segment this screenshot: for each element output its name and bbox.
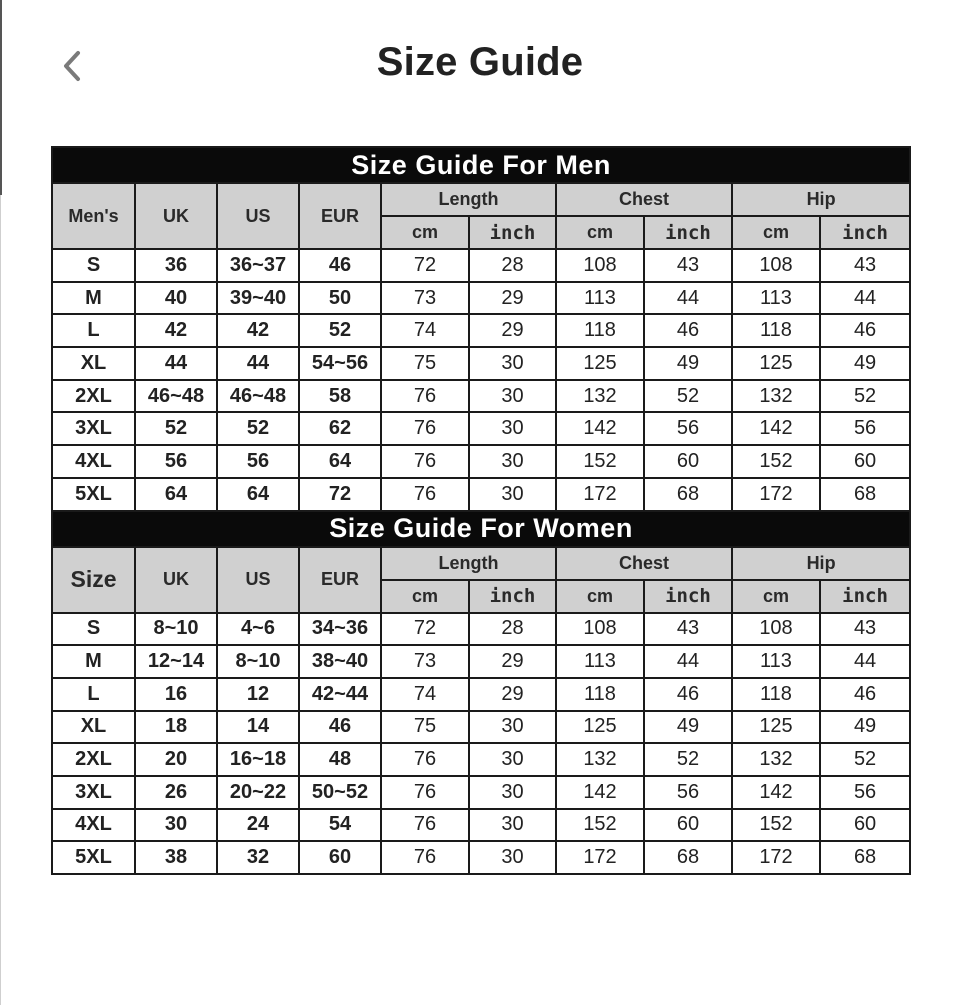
left-edge-divider-light: [0, 195, 1, 1005]
table-cell: 132: [732, 743, 820, 776]
table-cell: 73: [381, 282, 469, 315]
men-table-row: [52, 249, 910, 282]
men-header-row: [52, 183, 910, 216]
table-cell: 113: [732, 645, 820, 678]
women-size-header: Size: [52, 547, 135, 613]
table-cell: 5XL: [52, 478, 135, 511]
table-cell: 43: [644, 613, 732, 646]
table-cell: 54: [299, 809, 381, 842]
table-cell: 44: [820, 645, 910, 678]
table-cell: 44: [217, 347, 299, 380]
men-table-row: [52, 282, 910, 315]
table-cell: 108: [556, 613, 644, 646]
men-section: [52, 147, 910, 511]
table-cell: 46~48: [217, 380, 299, 413]
men-table-row: [52, 347, 910, 380]
table-cell: 142: [556, 776, 644, 809]
table-cell: 72: [299, 478, 381, 511]
table-cell: 49: [820, 347, 910, 380]
table-cell: 30: [469, 412, 556, 445]
table-cell: 62: [299, 412, 381, 445]
table-cell: 16: [135, 678, 217, 711]
table-cell: 29: [469, 678, 556, 711]
table-cell: 32: [217, 841, 299, 874]
table-cell: 108: [732, 249, 820, 282]
table-cell: 4~6: [217, 613, 299, 646]
table-cell: 68: [820, 478, 910, 511]
table-cell: 40: [135, 282, 217, 315]
table-cell: 30: [469, 347, 556, 380]
women-unit-header: inch: [820, 580, 910, 613]
table-cell: 29: [469, 314, 556, 347]
table-cell: 28: [469, 249, 556, 282]
women-length-header: Length: [381, 547, 556, 580]
women-header-row: [52, 547, 910, 580]
table-cell: XL: [52, 347, 135, 380]
size-chart-image: [51, 146, 909, 875]
table-cell: 52: [135, 412, 217, 445]
women-table-row: [52, 645, 910, 678]
women-table-row: [52, 776, 910, 809]
table-cell: 29: [469, 645, 556, 678]
table-cell: 132: [556, 380, 644, 413]
table-cell: XL: [52, 711, 135, 744]
table-cell: 132: [732, 380, 820, 413]
men-table-row: [52, 314, 910, 347]
table-cell: L: [52, 314, 135, 347]
table-cell: 2XL: [52, 380, 135, 413]
table-cell: 46: [644, 314, 732, 347]
women-banner: Size Guide For Women: [52, 511, 910, 547]
women-unit-header: cm: [556, 580, 644, 613]
table-cell: 44: [644, 645, 732, 678]
table-cell: 30: [469, 743, 556, 776]
table-cell: 50~52: [299, 776, 381, 809]
men-table-row: [52, 445, 910, 478]
men-uk-header: UK: [135, 183, 217, 249]
table-cell: 50: [299, 282, 381, 315]
table-cell: S: [52, 613, 135, 646]
table-cell: 54~56: [299, 347, 381, 380]
table-cell: 125: [732, 711, 820, 744]
table-cell: 76: [381, 445, 469, 478]
women-table-row: [52, 613, 910, 646]
table-cell: 42: [135, 314, 217, 347]
table-cell: 42~44: [299, 678, 381, 711]
table-cell: 76: [381, 380, 469, 413]
table-cell: 68: [644, 478, 732, 511]
women-table-row: [52, 711, 910, 744]
women-table-row: [52, 678, 910, 711]
table-cell: 30: [469, 776, 556, 809]
table-cell: 74: [381, 678, 469, 711]
table-cell: 46~48: [135, 380, 217, 413]
men-table-row: [52, 412, 910, 445]
table-cell: 118: [556, 678, 644, 711]
women-unit-header: cm: [732, 580, 820, 613]
women-banner-row: [52, 511, 910, 547]
table-cell: 56: [820, 412, 910, 445]
table-cell: 52: [644, 743, 732, 776]
women-table-row: [52, 841, 910, 874]
table-cell: 113: [732, 282, 820, 315]
table-cell: 46: [299, 711, 381, 744]
table-cell: 2XL: [52, 743, 135, 776]
table-cell: 76: [381, 776, 469, 809]
table-cell: S: [52, 249, 135, 282]
men-unit-header: inch: [820, 216, 910, 249]
men-table-row: [52, 478, 910, 511]
table-cell: 64: [135, 478, 217, 511]
size-table: [51, 146, 911, 875]
table-cell: 60: [644, 809, 732, 842]
men-table-row: [52, 380, 910, 413]
table-cell: 3XL: [52, 776, 135, 809]
table-cell: 43: [820, 249, 910, 282]
table-cell: 60: [299, 841, 381, 874]
women-hip-header: Hip: [732, 547, 910, 580]
table-cell: 72: [381, 613, 469, 646]
table-cell: 52: [644, 380, 732, 413]
men-unit-header: cm: [556, 216, 644, 249]
women-table-row: [52, 743, 910, 776]
table-cell: 172: [732, 478, 820, 511]
table-cell: 29: [469, 282, 556, 315]
table-cell: 76: [381, 478, 469, 511]
table-cell: 76: [381, 412, 469, 445]
table-cell: 75: [381, 347, 469, 380]
table-cell: 18: [135, 711, 217, 744]
table-cell: 28: [469, 613, 556, 646]
table-cell: 113: [556, 282, 644, 315]
table-cell: 152: [556, 809, 644, 842]
table-cell: 34~36: [299, 613, 381, 646]
table-cell: 44: [820, 282, 910, 315]
table-cell: 12~14: [135, 645, 217, 678]
table-cell: 44: [644, 282, 732, 315]
table-cell: 30: [135, 809, 217, 842]
table-cell: 152: [732, 445, 820, 478]
table-cell: 64: [299, 445, 381, 478]
table-cell: 56: [135, 445, 217, 478]
table-cell: 76: [381, 743, 469, 776]
table-cell: 52: [820, 743, 910, 776]
table-cell: 46: [644, 678, 732, 711]
table-cell: L: [52, 678, 135, 711]
table-cell: 30: [469, 380, 556, 413]
table-cell: 142: [732, 412, 820, 445]
table-cell: 56: [820, 776, 910, 809]
table-cell: 118: [732, 678, 820, 711]
table-cell: 46: [820, 314, 910, 347]
table-cell: 49: [644, 347, 732, 380]
table-cell: 52: [299, 314, 381, 347]
table-cell: 68: [820, 841, 910, 874]
table-cell: 8~10: [217, 645, 299, 678]
women-unit-header: inch: [644, 580, 732, 613]
table-cell: 48: [299, 743, 381, 776]
table-cell: 60: [644, 445, 732, 478]
women-section: [52, 511, 910, 875]
table-cell: 8~10: [135, 613, 217, 646]
women-unit-header: cm: [381, 580, 469, 613]
table-cell: 24: [217, 809, 299, 842]
men-length-header: Length: [381, 183, 556, 216]
table-cell: 56: [217, 445, 299, 478]
men-unit-header: inch: [469, 216, 556, 249]
table-cell: 16~18: [217, 743, 299, 776]
men-unit-header: cm: [381, 216, 469, 249]
table-cell: 142: [732, 776, 820, 809]
men-eur-header: EUR: [299, 183, 381, 249]
table-cell: 108: [732, 613, 820, 646]
men-unit-header: inch: [644, 216, 732, 249]
men-chest-header: Chest: [556, 183, 732, 216]
table-cell: 108: [556, 249, 644, 282]
women-chest-header: Chest: [556, 547, 732, 580]
table-cell: 49: [644, 711, 732, 744]
table-cell: 36~37: [217, 249, 299, 282]
men-banner: Size Guide For Men: [52, 147, 910, 183]
table-cell: 64: [217, 478, 299, 511]
table-cell: 60: [820, 445, 910, 478]
table-cell: 30: [469, 809, 556, 842]
table-cell: 73: [381, 645, 469, 678]
table-cell: 56: [644, 776, 732, 809]
men-us-header: US: [217, 183, 299, 249]
table-cell: 38: [135, 841, 217, 874]
table-cell: 38~40: [299, 645, 381, 678]
table-cell: 68: [644, 841, 732, 874]
table-cell: 42: [217, 314, 299, 347]
table-cell: 3XL: [52, 412, 135, 445]
men-banner-row: [52, 147, 910, 183]
table-cell: 142: [556, 412, 644, 445]
men-unit-header: cm: [732, 216, 820, 249]
table-cell: 125: [556, 347, 644, 380]
table-cell: 172: [556, 478, 644, 511]
table-cell: 52: [217, 412, 299, 445]
women-uk-header: UK: [135, 547, 217, 613]
table-cell: 46: [299, 249, 381, 282]
men-size-header: Men's: [52, 183, 135, 249]
table-cell: 60: [820, 809, 910, 842]
women-eur-header: EUR: [299, 547, 381, 613]
table-cell: 5XL: [52, 841, 135, 874]
table-cell: 43: [644, 249, 732, 282]
table-cell: 152: [556, 445, 644, 478]
table-cell: 30: [469, 711, 556, 744]
table-cell: 30: [469, 445, 556, 478]
table-cell: 14: [217, 711, 299, 744]
men-hip-header: Hip: [732, 183, 910, 216]
table-cell: 152: [732, 809, 820, 842]
table-cell: 76: [381, 841, 469, 874]
table-cell: 30: [469, 841, 556, 874]
women-us-header: US: [217, 547, 299, 613]
table-cell: 72: [381, 249, 469, 282]
table-cell: 172: [732, 841, 820, 874]
table-cell: 74: [381, 314, 469, 347]
table-cell: 30: [469, 478, 556, 511]
table-cell: 132: [556, 743, 644, 776]
table-cell: 4XL: [52, 809, 135, 842]
table-cell: 118: [556, 314, 644, 347]
table-cell: 125: [556, 711, 644, 744]
table-cell: 46: [820, 678, 910, 711]
table-cell: 36: [135, 249, 217, 282]
table-cell: 56: [644, 412, 732, 445]
page-title: Size Guide: [376, 40, 584, 84]
table-cell: 75: [381, 711, 469, 744]
table-cell: M: [52, 645, 135, 678]
table-cell: 52: [820, 380, 910, 413]
table-cell: 12: [217, 678, 299, 711]
table-cell: M: [52, 282, 135, 315]
table-cell: 76: [381, 809, 469, 842]
table-cell: 49: [820, 711, 910, 744]
table-cell: 43: [820, 613, 910, 646]
table-cell: 44: [135, 347, 217, 380]
table-cell: 39~40: [217, 282, 299, 315]
table-cell: 58: [299, 380, 381, 413]
table-cell: 125: [732, 347, 820, 380]
table-cell: 20: [135, 743, 217, 776]
table-cell: 113: [556, 645, 644, 678]
table-cell: 26: [135, 776, 217, 809]
women-unit-header: inch: [469, 580, 556, 613]
table-cell: 20~22: [217, 776, 299, 809]
table-cell: 172: [556, 841, 644, 874]
women-table-row: [52, 809, 910, 842]
table-cell: 118: [732, 314, 820, 347]
top-bar: [0, 0, 960, 130]
table-cell: 4XL: [52, 445, 135, 478]
